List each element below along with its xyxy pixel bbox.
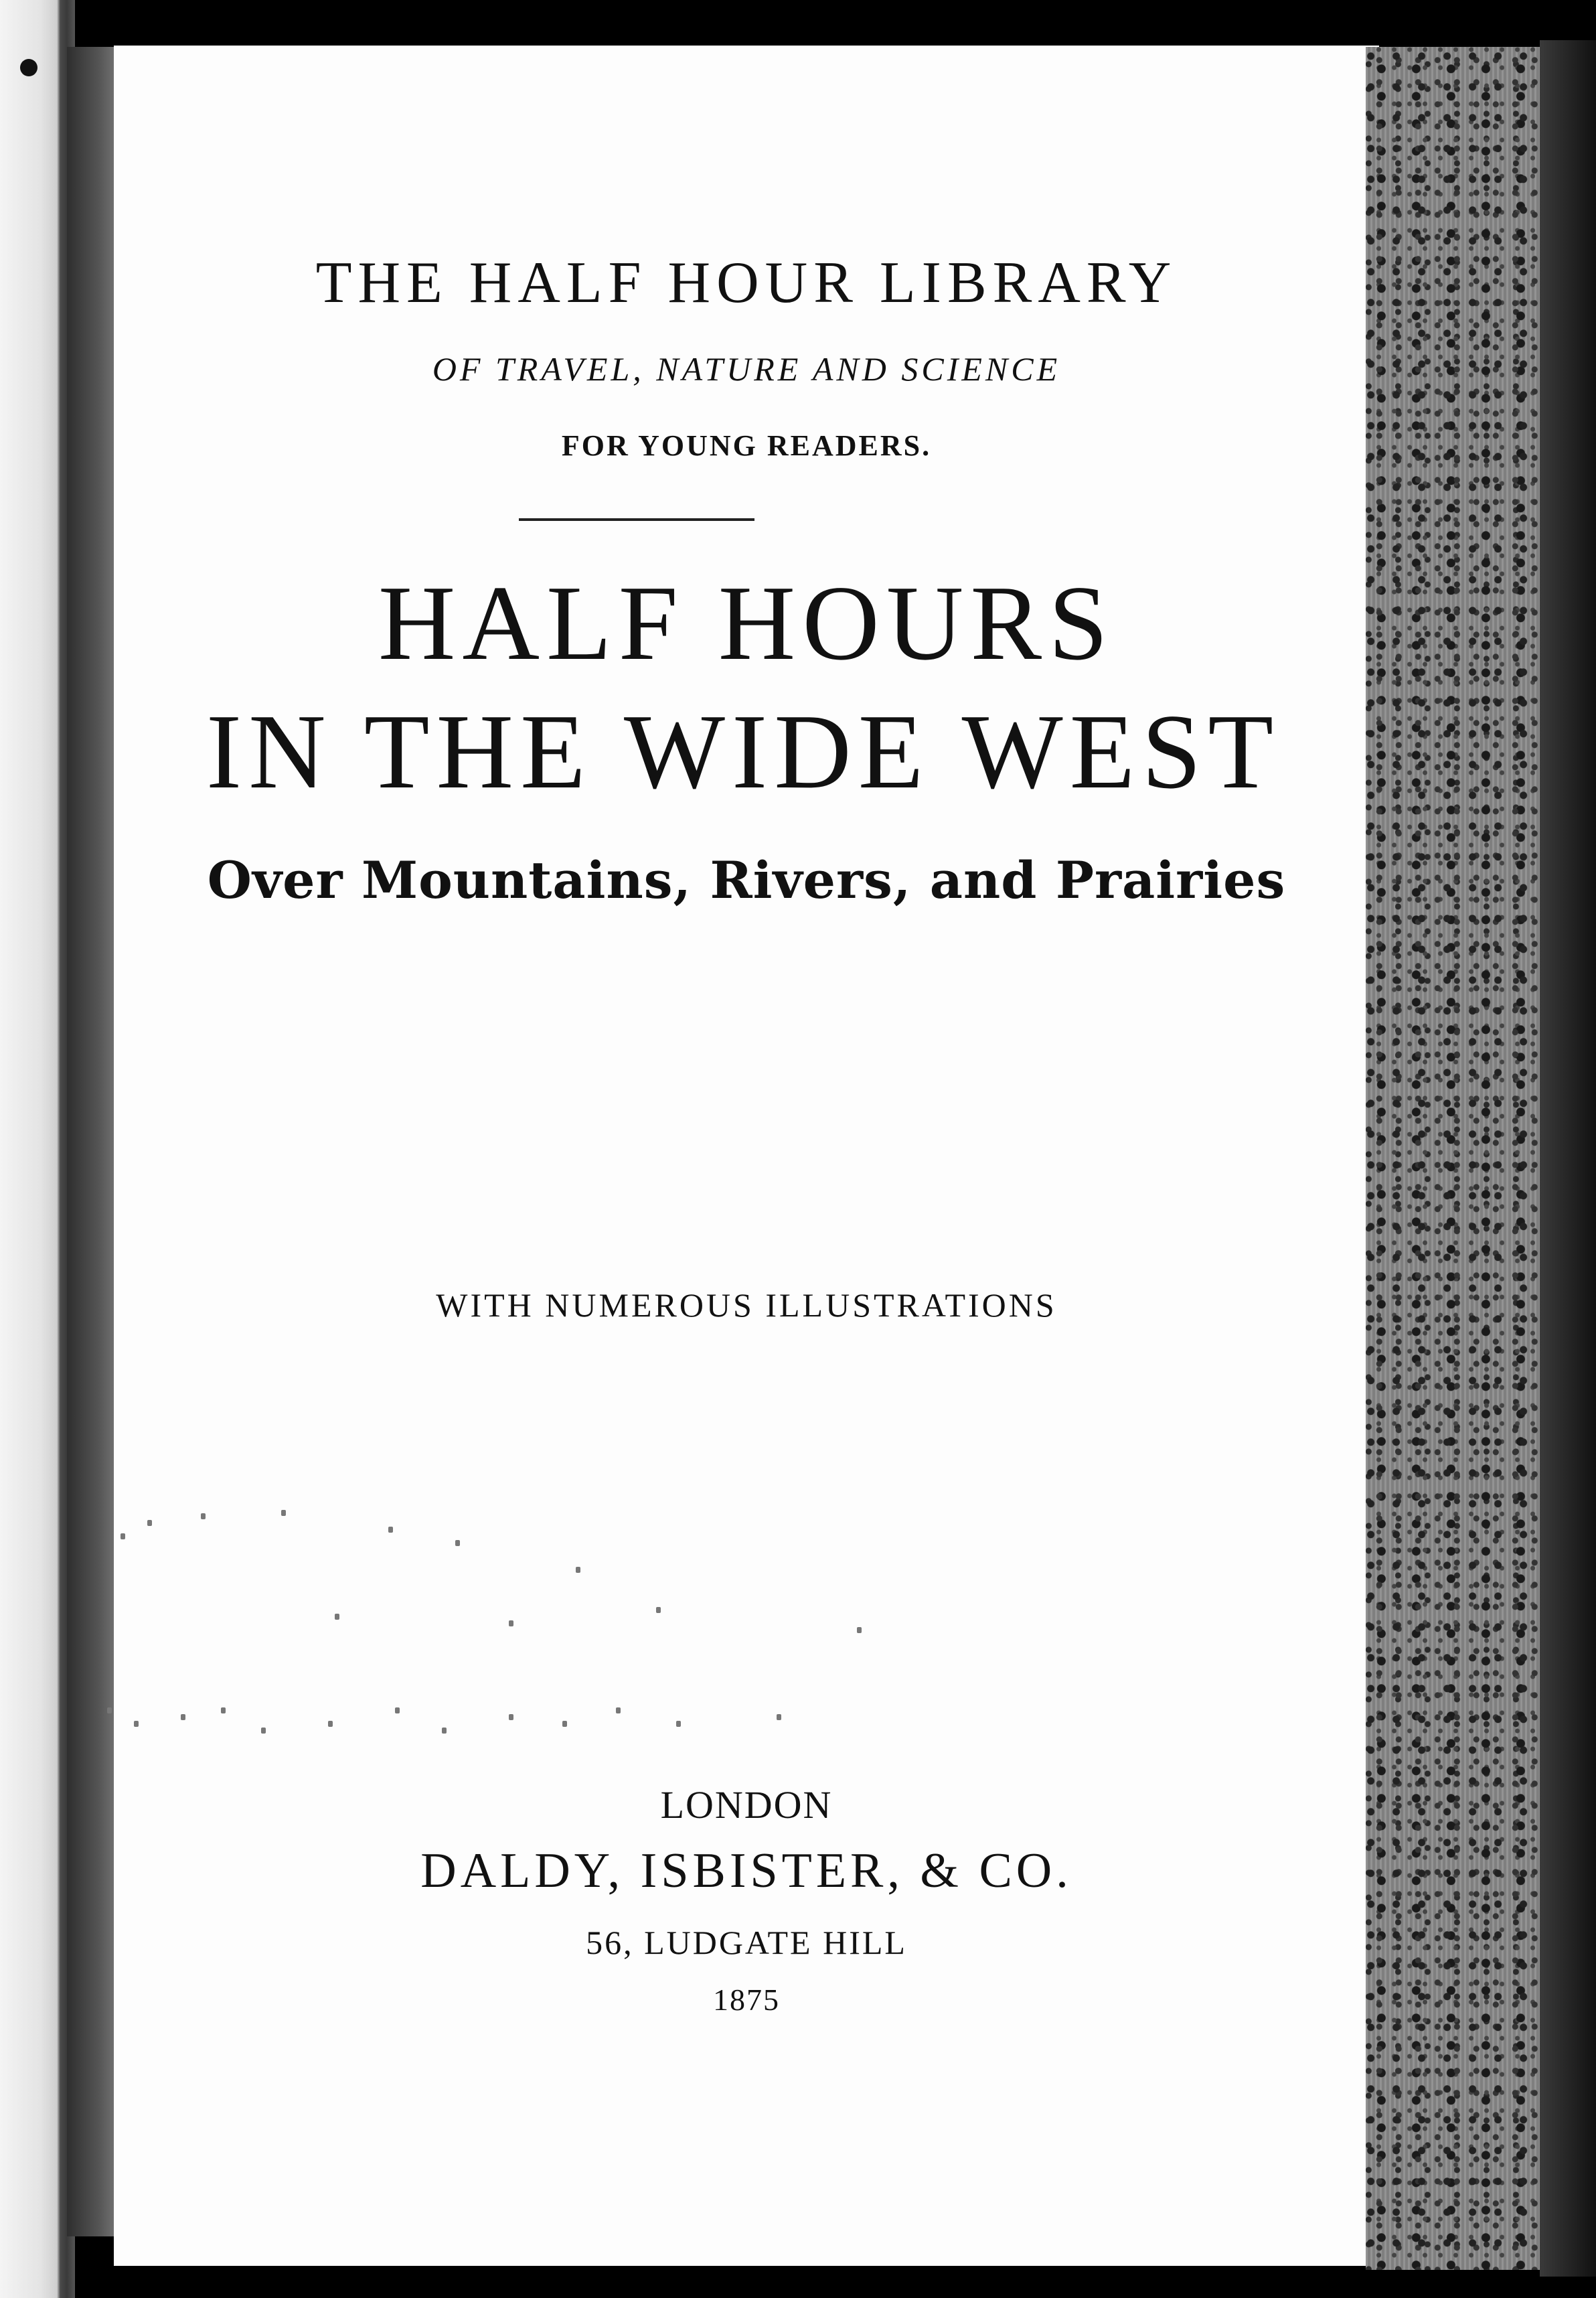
- book-title-line-1: HALF HOURS: [378, 563, 1115, 682]
- imprint-place: LONDON: [660, 1783, 833, 1827]
- imprint-publisher: DALDY, ISBISTER, & CO.: [420, 1843, 1072, 1898]
- faded-library-stamp: [107, 1507, 910, 1774]
- book-spine-edge: [67, 47, 121, 2236]
- divider-rule: [519, 518, 754, 521]
- book-subtitle: Over Mountains, Rivers, and Prairies: [207, 850, 1286, 910]
- imprint-year: 1875: [713, 1983, 780, 2017]
- illustrations-note: WITH NUMEROUS ILLUSTRATIONS: [436, 1286, 1057, 1324]
- series-subtitle: OF TRAVEL, NATURE AND SCIENCE: [432, 350, 1061, 388]
- binding-hole: [20, 59, 37, 76]
- page-edge-shadow: [1540, 40, 1596, 2277]
- book-title-line-2: IN THE WIDE WEST: [206, 692, 1281, 811]
- imprint-address: 56, LUDGATE HILL: [586, 1924, 907, 1961]
- series-title: THE HALF HOUR LIBRARY: [315, 250, 1178, 315]
- series-audience: FOR YOUNG READERS.: [561, 429, 932, 462]
- left-scan-margin: [0, 0, 75, 2298]
- page-edge-texture: [1366, 47, 1560, 2270]
